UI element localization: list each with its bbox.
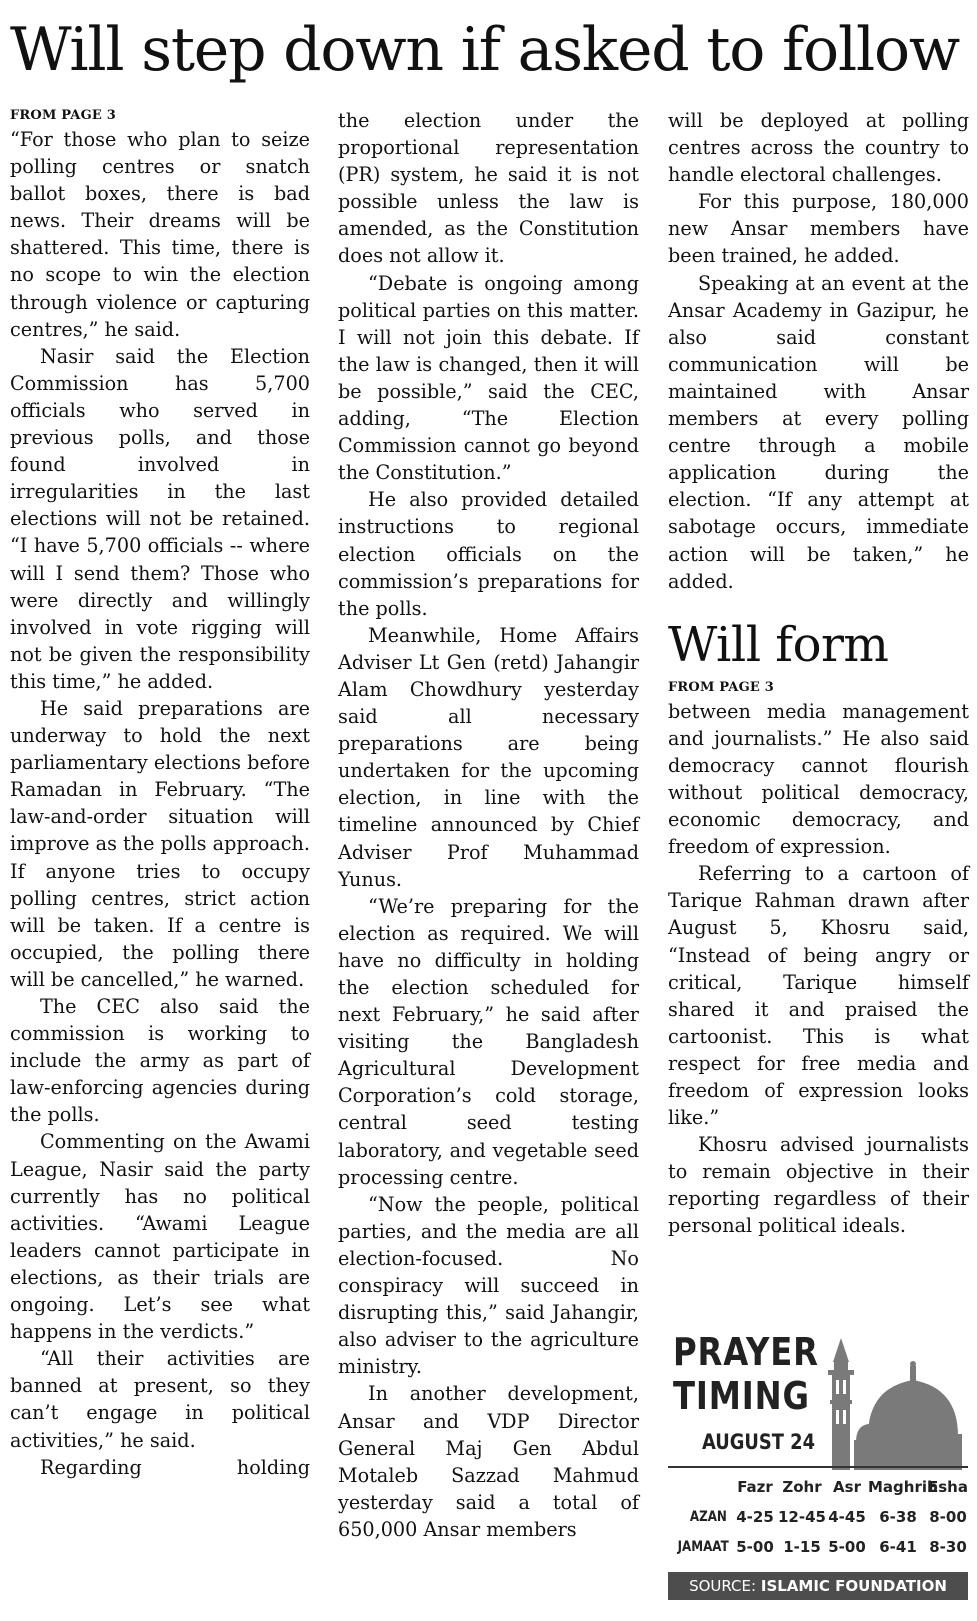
table-cell: 5-00 — [828, 1538, 866, 1556]
table-cell: 4-25 — [736, 1508, 774, 1526]
article-column-3 — [668, 107, 969, 1240]
article2-headline: Will form — [668, 616, 889, 673]
paragraph: the election under the proportional representation (PR) system, he said it is not possible unless the law is amended, as the Constitution does not allow it. — [338, 109, 639, 268]
paragraph: “For those who plan to seize polling centres or snatch ballot boxes, there is bad news. Their dreams will be shattered. This time, there is no scope to win the election through violence or capturing centres,” he said. — [10, 128, 310, 341]
prayer-times-table — [668, 1472, 968, 1562]
article-column-2 — [338, 107, 639, 1543]
table-row — [668, 1532, 968, 1562]
prayer-timing-box — [668, 1330, 968, 1615]
table-cell: 8-00 — [929, 1508, 967, 1526]
table-row — [668, 1502, 968, 1532]
paragraph: Khosru advised journalists to remain objective in their reporting regardless of their personal political ideals. — [668, 1133, 969, 1238]
divider — [668, 1466, 968, 1468]
paragraph: Speaking at an event at the Ansar Academy in Gazipur, he also said constant communication will be maintained with Ansar members at every polling centre through a mobile application during the election. “If any attempt at sabotage occurs, immediate action will be taken,” he added. — [668, 271, 969, 593]
paragraph: Regarding holding — [40, 1455, 310, 1479]
continued-from-kicker: FROM PAGE 3 — [668, 679, 774, 695]
paragraph: He also provided detailed instructions to regional election officials on the commission’s preparations for the polls. — [338, 488, 639, 620]
table-cell: 8-30 — [929, 1538, 967, 1556]
table-cell: 6-38 — [879, 1508, 917, 1526]
paragraph: “All their activities are banned at present, so they can’t engage in political activities,” he said. — [10, 1347, 310, 1452]
source-name: ISLAMIC FOUNDATION — [760, 1577, 947, 1595]
paragraph: between media management and journalists.” He also said democracy cannot flourish without political democracy, economic democracy, and freedom of expression. — [668, 699, 969, 859]
paragraph: “Debate is ongoing among political parties on this matter. I will not join this debate. If the law is changed, then it will be possible,” said the CEC, adding, “The Election Commission cannot go beyond the Constitution.” — [338, 271, 639, 485]
source-label: SOURCE: — [689, 1577, 757, 1595]
column-header: Esha — [928, 1478, 968, 1496]
paragraph: In another development, Ansar and VDP Director General Maj Gen Abdul Motaleb Sazzad Mahmud yesterday said a total of 650,000 Ansar members — [338, 1382, 639, 1541]
table-cell: 12-45 — [778, 1508, 826, 1526]
continued-from-kicker: FROM PAGE 3 — [10, 108, 116, 123]
headline: Will step down if asked to follow — [10, 15, 960, 85]
prayer-title-line1: PRAYER — [673, 1330, 819, 1374]
prayer-title-line2: TIMING — [673, 1374, 810, 1418]
column-header: Fazr — [737, 1478, 773, 1496]
paragraph: “Now the people, political parties, and the media are all election-focused. No conspiracy will succeed in disrupting this,” said Jahangir, also adviser to the agriculture ministry. — [338, 1192, 639, 1379]
paragraph: “We’re preparing for the election as required. We will have no difficulty in holding the election scheduled for next February,” he said after visiting the Bangladesh Agricultural Development Corporation’s cold storage, central seed testing laboratory, and vegetable seed processing centre. — [338, 894, 639, 1189]
article-column-1 — [10, 107, 310, 1481]
table-cell: 6-41 — [879, 1538, 917, 1556]
paragraph: will be deployed at polling centres across the country to handle electoral challenges. — [668, 109, 969, 187]
paragraph: He said preparations are underway to hold the next parliamentary elections before Ramadan in February. “The law-and-order situation will improve as the polls approach. If anyone tries to occupy polling centres, strict action will be taken. If a centre is occupied, the polling there will be cancelled,” he warned. — [10, 696, 310, 991]
paragraph: Nasir said the Election Commission has 5,700 officials who served in previous polls, and those found involved in irregularities in the last elections will not be retained. “I have 5,700 officials -- where will I send them? Those who were directly and willingly involved in vote rigging will not be given the responsibility this time,” he added. — [10, 344, 310, 693]
paragraph: Commenting on the Awami League, Nasir said the party currently has no political activities. “Awami League leaders cannot participate in elections, as their trials are ongoing. Let’s see what happens in the verdicts.” — [10, 1130, 310, 1344]
column-header: Zohr — [782, 1478, 822, 1496]
prayer-date: AUGUST 24 — [702, 1430, 815, 1454]
row-label: JAMAAT — [677, 1539, 729, 1555]
paragraph: Referring to a cartoon of Tarique Rahman drawn after August 5, Khosru said, “Instead of being angry or critical, Tarique himself shared it and praised the cartoonist. This is what respect for free media and freedom of expression looks like.” — [668, 862, 969, 1130]
source-credit — [668, 1572, 968, 1600]
paragraph: For this purpose, 180,000 new Ansar members have been trained, he added. — [668, 190, 969, 268]
row-label: AZAN — [689, 1509, 727, 1525]
table-header-row — [668, 1472, 968, 1502]
table-cell: 4-45 — [828, 1508, 866, 1526]
column-header: Maghrib — [868, 1478, 938, 1496]
paragraph: The CEC also said the commission is working to include the army as part of law-enforcing agencies during the polls. — [10, 995, 310, 1127]
table-cell: 1-15 — [783, 1538, 821, 1556]
paragraph: Meanwhile, Home Affairs Adviser Lt Gen (retd) Jahangir Alam Chowdhury yesterday said all necessary preparations are being undertaken for the upcoming election, in line with the timeline announced by Chief Adviser Prof Muhammad Yunus. — [338, 623, 639, 891]
mosque-icon — [818, 1330, 968, 1470]
column-header: Asr — [833, 1478, 861, 1496]
table-cell: 5-00 — [736, 1538, 774, 1556]
prayer-title — [673, 1330, 826, 1418]
